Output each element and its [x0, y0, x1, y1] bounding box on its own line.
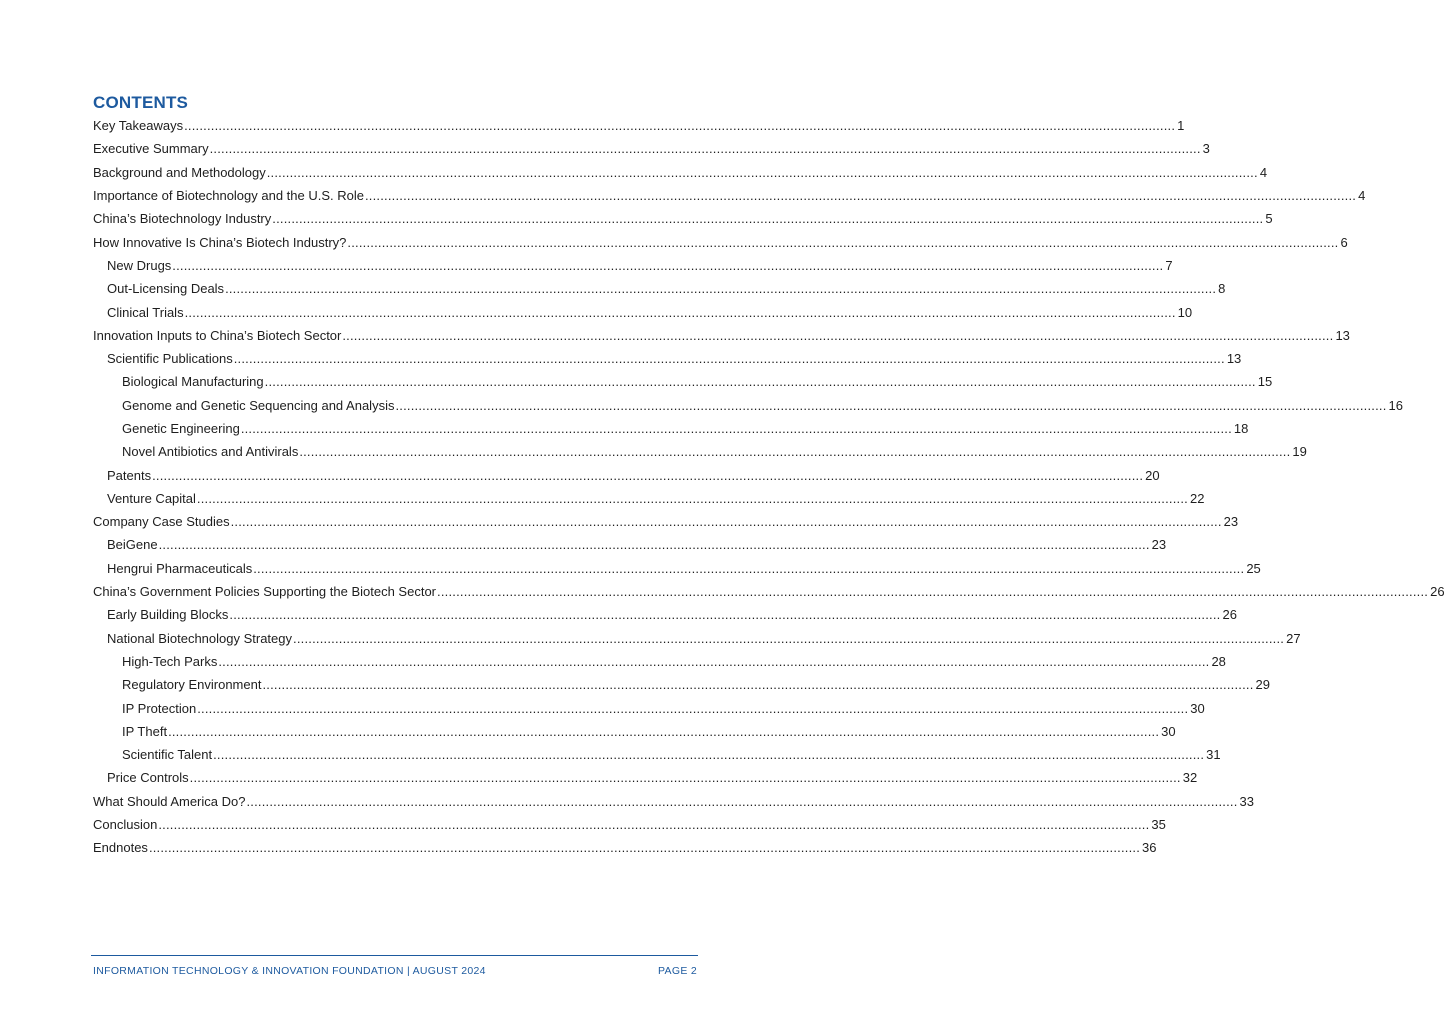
toc-entry-page-number: 16 [1388, 397, 1404, 413]
toc-entry-title: Endnotes [93, 840, 148, 856]
toc-entry-page-number: 30 [1190, 700, 1205, 716]
toc-entry-title: Out-Licensing Deals [107, 281, 225, 297]
toc-entry-page-number: 15 [1257, 374, 1273, 390]
dot-leader: .................................................................................................................................................................................................................................................................... [184, 118, 1176, 134]
dot-leader: .................................................................................................................................................................................................................................................................... [184, 304, 1176, 320]
toc-entry-page-number: 28 [1211, 653, 1226, 669]
toc-entry-title: Regulatory Environment [122, 677, 262, 693]
toc-entry-page-number: 23 [1223, 514, 1239, 530]
toc-entry-title: Scientific Publications [107, 351, 233, 367]
toc-entry-page-number: 18 [1233, 421, 1249, 436]
dot-leader: .................................................................................................................................................................................................................................................................... [152, 467, 1144, 483]
toc-entry-page-number: 27 [1286, 630, 1301, 646]
toc-entry[interactable] [93, 650, 1226, 673]
toc-entry-title: How Innovative Is China’s Biotech Industry? [93, 234, 347, 250]
toc-entry[interactable] [93, 137, 1210, 160]
toc-entry-title: Conclusion [93, 817, 158, 833]
toc-entry-title: Innovation Inputs to China’s Biotech Sector [93, 327, 342, 343]
toc-entry-page-number: 7 [1165, 257, 1173, 273]
toc-entry[interactable] [93, 440, 1307, 463]
toc-entry-page-number: 35 [1151, 817, 1166, 833]
dot-leader: .................................................................................................................................................................................................................................................................... [266, 164, 1258, 180]
toc-entry[interactable] [93, 743, 1221, 766]
toc-entry-title: China’s Biotechnology Industry [93, 211, 272, 227]
dot-leader: .................................................................................................................................................................................................................................................................... [168, 723, 1160, 739]
dot-leader: .................................................................................................................................................................................................................................................................... [365, 188, 1357, 204]
toc-entry-title: Executive Summary [93, 141, 209, 157]
dot-leader: .................................................................................................................................................................................................................................................................... [218, 653, 1210, 669]
toc-entry-page-number: 1 [1177, 118, 1185, 134]
toc-entry[interactable] [93, 347, 1242, 370]
dot-leader: .................................................................................................................................................................................................................................................................... [264, 374, 1256, 390]
toc-entry-title: Patents [107, 467, 152, 483]
dot-leader: .................................................................................................................................................................................................................................................................... [299, 444, 1291, 460]
toc-entry-title: Genome and Genetic Sequencing and Analysis [122, 397, 395, 413]
toc-entry[interactable] [93, 254, 1173, 277]
toc-entry-title: China’s Government Policies Supporting the Biotech Sector [93, 584, 437, 600]
toc-entry-page-number: 4 [1358, 188, 1366, 204]
dot-leader: .................................................................................................................................................................................................................................................................... [293, 630, 1285, 646]
toc-entry-title: Scientific Talent [122, 747, 213, 763]
toc-entry-page-number: 13 [1226, 351, 1242, 367]
toc-entry-title: Novel Antibiotics and Antivirals [122, 444, 299, 460]
dot-leader: .................................................................................................................................................................................................................................................................... [230, 514, 1222, 530]
footer-publisher-date: INFORMATION TECHNOLOGY & INNOVATION FOUNDATION | AUGUST 2024 [93, 965, 486, 977]
toc-entry-page-number: 23 [1151, 537, 1167, 553]
dot-leader: .................................................................................................................................................................................................................................................................... [229, 607, 1221, 623]
toc-entry-page-number: 13 [1335, 327, 1350, 343]
toc-entry[interactable] [93, 720, 1176, 743]
toc-entry-title: IP Theft [122, 723, 168, 739]
toc-entry-title: New Drugs [107, 257, 172, 273]
toc-entry-page-number: 26 [1222, 607, 1237, 623]
toc-entry[interactable] [93, 813, 1166, 836]
toc-entry-title: Genetic Engineering [122, 421, 240, 436]
toc-entry-title: What Should America Do? [93, 793, 246, 809]
toc-entry[interactable] [93, 580, 1445, 603]
toc-entry-page-number: 3 [1202, 141, 1210, 157]
toc-entry-title: Background and Methodology [93, 164, 266, 180]
toc-entry-page-number: 6 [1340, 234, 1348, 250]
toc-entry-page-number: 31 [1206, 747, 1221, 763]
dot-leader: .................................................................................................................................................................................................................................................................... [172, 257, 1164, 273]
dot-leader: .................................................................................................................................................................................................................................................................... [347, 234, 1339, 250]
toc-entry-title: Clinical Trials [107, 304, 184, 320]
toc-entry-title: BeiGene [107, 537, 158, 553]
table-of-contents [93, 114, 1445, 860]
toc-entry[interactable] [93, 370, 1273, 393]
dot-leader: .................................................................................................................................................................................................................................................................... [197, 700, 1189, 716]
toc-entry[interactable] [93, 766, 1198, 789]
toc-entry-page-number: 26 [1430, 584, 1445, 600]
toc-entry-title: Importance of Biotechnology and the U.S. Role [93, 188, 364, 204]
dot-leader: .................................................................................................................................................................................................................................................................... [246, 793, 1238, 809]
toc-heading: CONTENTS [93, 93, 189, 112]
toc-entry-page-number: 10 [1177, 304, 1193, 320]
toc-entry[interactable] [93, 790, 1255, 813]
toc-entry[interactable] [93, 230, 1348, 253]
dot-leader: .................................................................................................................................................................................................................................................................... [196, 490, 1188, 506]
dot-leader: .................................................................................................................................................................................................................................................................... [158, 537, 1150, 553]
toc-entry-title: Key Takeaways [93, 118, 184, 134]
toc-entry[interactable] [93, 696, 1205, 719]
dot-leader: .................................................................................................................................................................................................................................................................... [189, 770, 1181, 786]
toc-entry-page-number: 5 [1265, 211, 1273, 227]
dot-leader: .................................................................................................................................................................................................................................................................... [225, 281, 1217, 297]
toc-entry-title: Venture Capital [107, 490, 196, 506]
toc-entry[interactable] [93, 627, 1301, 650]
dot-leader: .................................................................................................................................................................................................................................................................... [233, 351, 1225, 367]
dot-leader: .................................................................................................................................................................................................................................................................... [209, 141, 1201, 157]
dot-leader: .................................................................................................................................................................................................................................................................... [158, 817, 1150, 833]
dot-leader: .................................................................................................................................................................................................................................................................... [272, 211, 1264, 227]
dot-leader: .................................................................................................................................................................................................................................................................... [240, 421, 1232, 436]
toc-entry-page-number: 30 [1161, 723, 1176, 739]
toc-entry[interactable] [93, 557, 1261, 580]
toc-entry[interactable] [93, 161, 1268, 184]
toc-entry-page-number: 33 [1239, 793, 1255, 809]
toc-entry-page-number: 32 [1182, 770, 1198, 786]
toc-entry-title: Hengrui Pharmaceuticals [107, 560, 253, 576]
toc-entry[interactable] [93, 207, 1273, 230]
toc-entry[interactable] [93, 417, 1249, 440]
dot-leader: .................................................................................................................................................................................................................................................................... [342, 327, 1334, 343]
toc-entry-title: Company Case Studies [93, 514, 230, 530]
toc-entry-page-number: 36 [1142, 840, 1157, 856]
footer-page-number: PAGE 2 [658, 965, 697, 977]
toc-entry-title: High-Tech Parks [122, 653, 218, 669]
footer-divider [91, 955, 698, 956]
toc-entry[interactable] [93, 603, 1237, 626]
dot-leader: .................................................................................................................................................................................................................................................................... [437, 584, 1429, 600]
toc-entry[interactable] [93, 277, 1226, 300]
toc-entry[interactable] [93, 487, 1205, 510]
dot-leader: .................................................................................................................................................................................................................................................................... [262, 677, 1254, 693]
toc-entry[interactable] [93, 114, 1185, 137]
toc-entry[interactable] [93, 510, 1239, 533]
toc-entry[interactable] [93, 673, 1271, 696]
toc-entry[interactable] [93, 463, 1160, 486]
toc-entry[interactable] [93, 300, 1193, 323]
dot-leader: .................................................................................................................................................................................................................................................................... [395, 397, 1387, 413]
toc-entry-page-number: 8 [1218, 281, 1226, 297]
toc-entry[interactable] [93, 324, 1350, 347]
toc-entry[interactable] [93, 184, 1366, 207]
toc-entry-page-number: 25 [1246, 560, 1261, 576]
toc-entry-page-number: 29 [1255, 677, 1271, 693]
dot-leader: .................................................................................................................................................................................................................................................................... [253, 560, 1245, 576]
toc-entry[interactable] [93, 836, 1157, 859]
toc-entry-page-number: 20 [1145, 467, 1160, 483]
toc-entry-title: National Biotechnology Strategy [107, 630, 293, 646]
toc-entry-page-number: 19 [1292, 444, 1307, 460]
toc-entry-page-number: 4 [1259, 164, 1268, 180]
toc-entry-page-number: 22 [1189, 490, 1205, 506]
toc-entry[interactable] [93, 394, 1404, 417]
dot-leader: .................................................................................................................................................................................................................................................................... [213, 747, 1205, 763]
toc-entry-title: IP Protection [122, 700, 197, 716]
dot-leader: .................................................................................................................................................................................................................................................................... [148, 840, 1141, 856]
toc-entry-title: Price Controls [107, 770, 189, 786]
toc-entry-title: Biological Manufacturing [122, 374, 264, 390]
toc-entry-title: Early Building Blocks [107, 607, 229, 623]
toc-entry[interactable] [93, 533, 1167, 556]
